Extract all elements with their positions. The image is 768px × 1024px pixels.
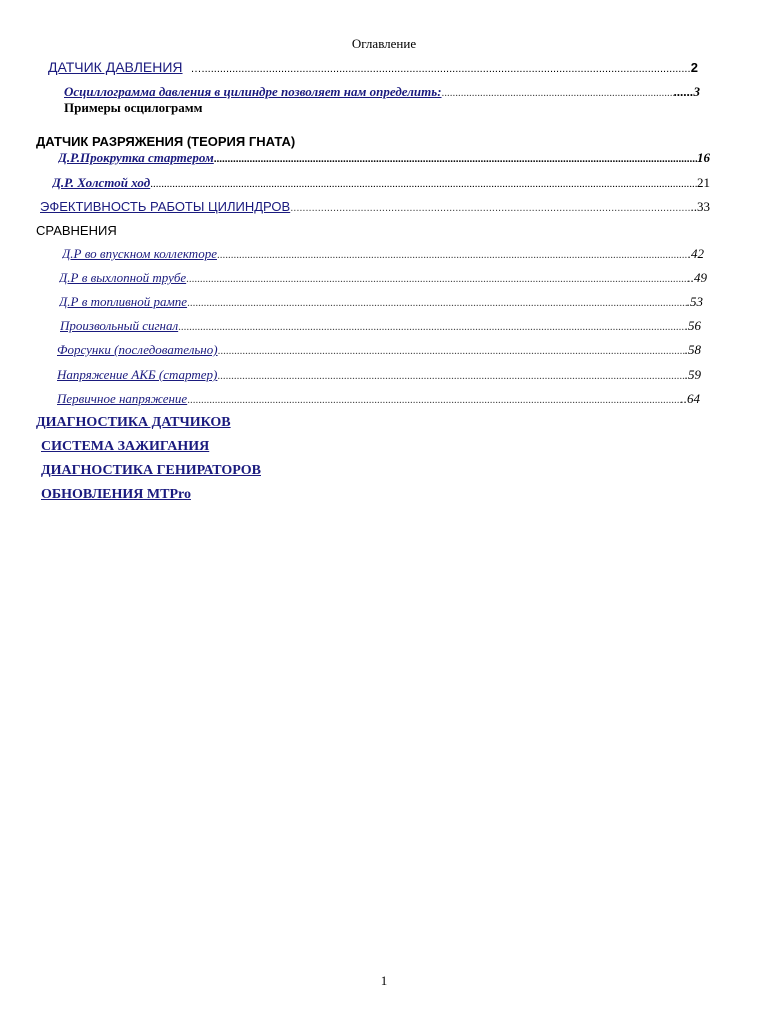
- toc-page-number: ..64: [680, 391, 700, 406]
- toc-page-number: ......3: [674, 84, 700, 99]
- toc-leader: [214, 153, 697, 165]
- toc-entry-battery-voltage[interactable]: [57, 367, 701, 383]
- toc-entry-label[interactable]: Д.Р. Холстой ход: [52, 175, 151, 190]
- toc-entry-fuel-rail[interactable]: [59, 294, 703, 310]
- toc-entry-label[interactable]: Д.Р во впускном коллекторе: [62, 246, 217, 261]
- toc-entry-label[interactable]: Д.Р в топливной рампе: [59, 294, 188, 309]
- toc-entry-idle[interactable]: [52, 175, 710, 191]
- toc-leader: [290, 202, 690, 214]
- toc-entry-intake[interactable]: [62, 246, 704, 262]
- toc-entry-sensor-diagnostics[interactable]: ДИАГНОСТИКА ДАТЧИКОВ: [36, 415, 231, 430]
- toc-entry-label[interactable]: Первичное напряжение: [57, 391, 188, 406]
- toc-entry-label[interactable]: Д.Р в выхлопной трубе: [59, 270, 187, 285]
- page-number: 1: [380, 973, 388, 988]
- toc-page-number: 21: [697, 175, 710, 190]
- toc-page-number: .56: [684, 318, 701, 333]
- toc-page-number: ..33: [690, 199, 710, 214]
- toc-entry-label[interactable]: ЭФЕКТИВНОСТЬ РАБОТЫ ЦИЛИНДРОВ: [40, 199, 291, 214]
- toc-leader: [187, 297, 687, 309]
- toc-entry-waveform-examples: Примеры осцилограмм: [64, 100, 203, 115]
- toc-entry-mtpro-updates[interactable]: ОБНОВЛЕНИЯ MTPro: [41, 487, 191, 502]
- toc-entry-cranking[interactable]: [58, 150, 710, 166]
- toc-entry-pressure-waveform[interactable]: [64, 84, 700, 100]
- toc-entry-generator-diagnostics[interactable]: ДИАГНОСТИКА ГЕНИРАТОРОВ: [41, 463, 261, 478]
- toc-page-number: .58: [684, 342, 701, 357]
- toc-entry-prefix: …..: [190, 63, 208, 75]
- toc-title: Оглавление: [351, 36, 417, 51]
- toc-entry-injectors[interactable]: [57, 342, 701, 358]
- toc-entry-label[interactable]: Произвольный сигнал: [60, 318, 179, 333]
- toc-entry-label[interactable]: Осциллограмма давления в цилиндре позволяет нам определить:: [64, 84, 442, 99]
- toc-entry-arbitrary-signal[interactable]: [60, 318, 701, 334]
- toc-leader: [217, 370, 684, 382]
- toc-entry-label[interactable]: ДАТЧИК ДАВЛЕНИЯ: [48, 59, 183, 75]
- toc-entry-exhaust[interactable]: [59, 270, 707, 286]
- toc-leader: [178, 321, 685, 333]
- toc-leader: [442, 87, 674, 99]
- toc-leader: [208, 63, 691, 75]
- toc-entry-pressure-sensor[interactable]: [48, 59, 698, 75]
- toc-page-number: .42: [687, 246, 704, 261]
- toc-entry-cylinder-efficiency[interactable]: [40, 199, 710, 215]
- toc-page-number: 2: [690, 60, 698, 75]
- toc-page-number: .59: [684, 367, 701, 382]
- toc-leader: [186, 273, 687, 285]
- toc-entry-comparisons: СРАВНЕНИЯ: [36, 223, 117, 238]
- toc-entry-vacuum-sensor: ДАТЧИК РАЗРЯЖЕНИЯ (ТЕОРИЯ ГНАТА): [36, 134, 296, 149]
- toc-page-number: ..49: [687, 270, 707, 285]
- toc-page-number: 16: [697, 150, 710, 165]
- toc-leader: [150, 178, 697, 190]
- toc-leader: [187, 394, 680, 406]
- toc-page-number: .53: [686, 294, 703, 309]
- toc-entry-label[interactable]: Форсунки (последовательно): [57, 342, 218, 357]
- toc-leader: [218, 345, 685, 357]
- toc-entry-label[interactable]: Д.Р.Прокрутка стартером: [58, 150, 214, 165]
- toc-entry-ignition-system[interactable]: СИСТЕМА ЗАЖИГАНИЯ: [41, 439, 210, 454]
- toc-entry-primary-voltage[interactable]: [57, 391, 700, 407]
- toc-entry-label[interactable]: Напряжение АКБ (стартер): [57, 367, 218, 382]
- toc-leader: [217, 249, 688, 261]
